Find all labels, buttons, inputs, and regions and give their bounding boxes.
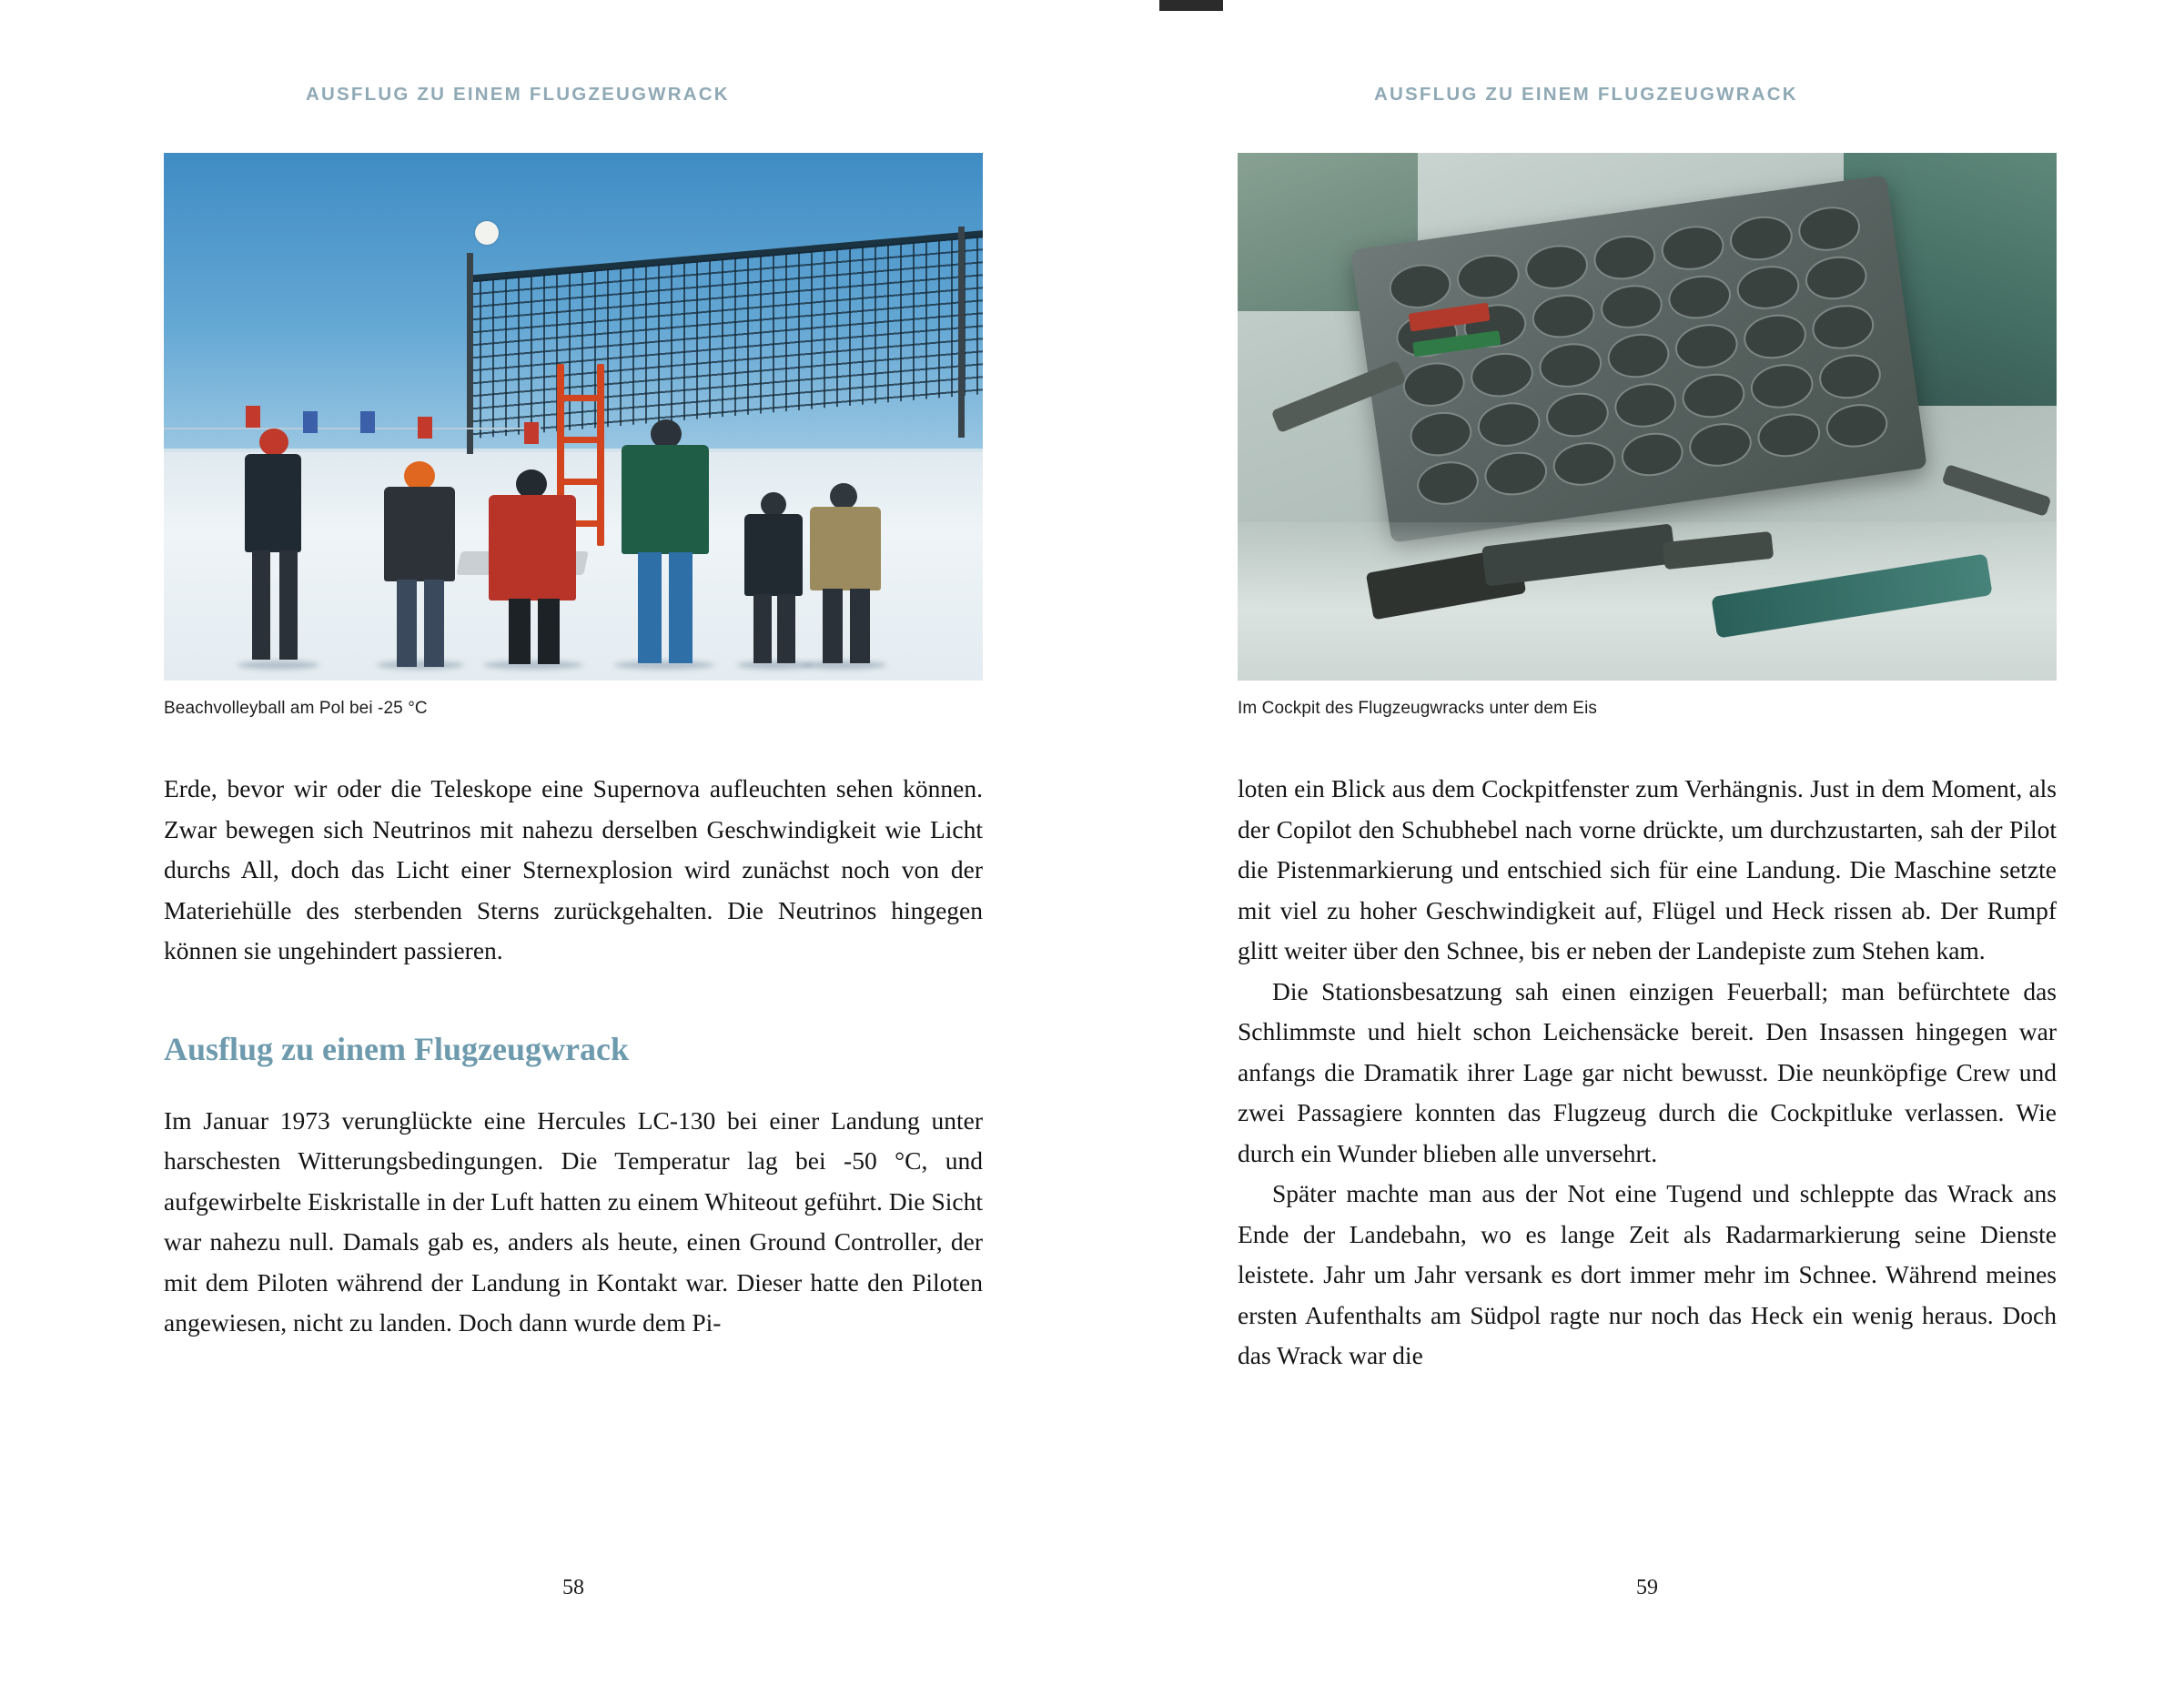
person-green-jacket [614,419,716,665]
net-pole-right [958,227,965,438]
figure-caption-right: Im Cockpit des Flugzeugwracks unter dem Eis [1238,699,1598,718]
marker-flag [246,406,260,428]
figure-left [164,153,983,719]
instrument-dials [1386,203,1891,510]
page-number-right: 59 [1636,1576,1658,1599]
paragraph: Im Januar 1973 verunglückte eine Hercules LC-130 bei einer Landung unter harschesten Witterungsbedingungen. Die Temperatur lag bei -50 °C, und aufgewirbelte Eiskristalle in der Luft hatten zu einem Whiteout geführt. Die Sicht war nahezu null. Damals gab es, anders als heute, einen Ground Controller, der mit dem Piloten während der Landung in Kontakt war. Dieser hatte den Piloten angewiesen, nicht zu landen. Doch dann wurde dem Pi- [164,1105,983,1337]
body-text-left [164,769,983,1344]
figure-caption-left: Beachvolleyball am Pol bei -25 °C [164,699,428,718]
marker-flag [418,417,432,439]
marker-flag [524,422,539,444]
person-tan-jacket [803,483,890,665]
paragraph: loten ein Blick aus dem Cockpitfenster zum Verhängnis. Just in dem Moment, als der Copilot den Schubhebel nach vorne drückte, um durchzustarten, sah der Pilot die Pistenmarkierung und entschied sich für eine Landung. Die Maschine setzte mit viel zu hoher Geschwindigkeit auf, Flügel und Heck rissen ab. Der Rumpf glitt weiter über den Schnee, bis er neben der Landepiste zum Stehen kam. [1238,774,2057,964]
net-pole-left [467,253,473,453]
person-red-parka [483,469,583,665]
body-text-right [1238,769,2057,1377]
paragraph: Die Stationsbesatzung sah einen einzigen Feuerball; man befürchtete das Schlimmste und hielt schon Leichensäcke bereit. Den Insassen hingegen war anfangs die Dramatik ihrer Lage gar nicht bewusst. Die neunköpfige Crew und zwei Passagiere konnten das Flugzeug durch die Cockpitluke verlassen. Wie durch ein Wunder blieben alle unversehrt. [1238,976,2057,1167]
cockpit-wreck-photo [1238,153,2057,681]
beachvolleyball-photo [164,153,983,681]
paragraph: Später machte man aus der Not eine Tugend und schleppte das Wrack ans Ende der Landebahn, wo es lange Zeit als Radarmarkierung seine Dienste leistete. Jahr um Jahr versank es dort immer mehr im Schnee. Während meines ersten Aufenthalts am Südpol ragte nur noch das Heck ein wenig heraus. Doch das Wrack war die [1238,1179,2057,1369]
running-head-left: AUSFLUG ZU EINEM FLUGZEUGWRACK [306,84,730,105]
right-page [1092,0,2184,1695]
figure-right [1238,153,2057,719]
person-orange-hat [377,456,464,665]
flag-line [164,428,541,429]
person-red-hat [238,429,314,665]
marker-flag [360,411,375,433]
page-number-left: 58 [562,1576,584,1599]
running-head-right: AUSFLUG ZU EINEM FLUGZEUGWRACK [1374,84,1798,105]
section-title: Ausflug zu einem Flugzeugwrack [164,1030,629,1067]
paragraph: Erde, bevor wir oder die Teleskope eine Supernova aufleuchten sehen können. Zwar bewegen sich Neutrinos mit nahezu derselben Geschwindigkeit wie Licht durchs All, doch das Licht einer Sternexplosion wird zunächst noch von der Materiehülle des sterbenden Sterns zurückgehalten. Die Neutrinos hingegen können sie ungehindert passieren. [164,774,983,964]
